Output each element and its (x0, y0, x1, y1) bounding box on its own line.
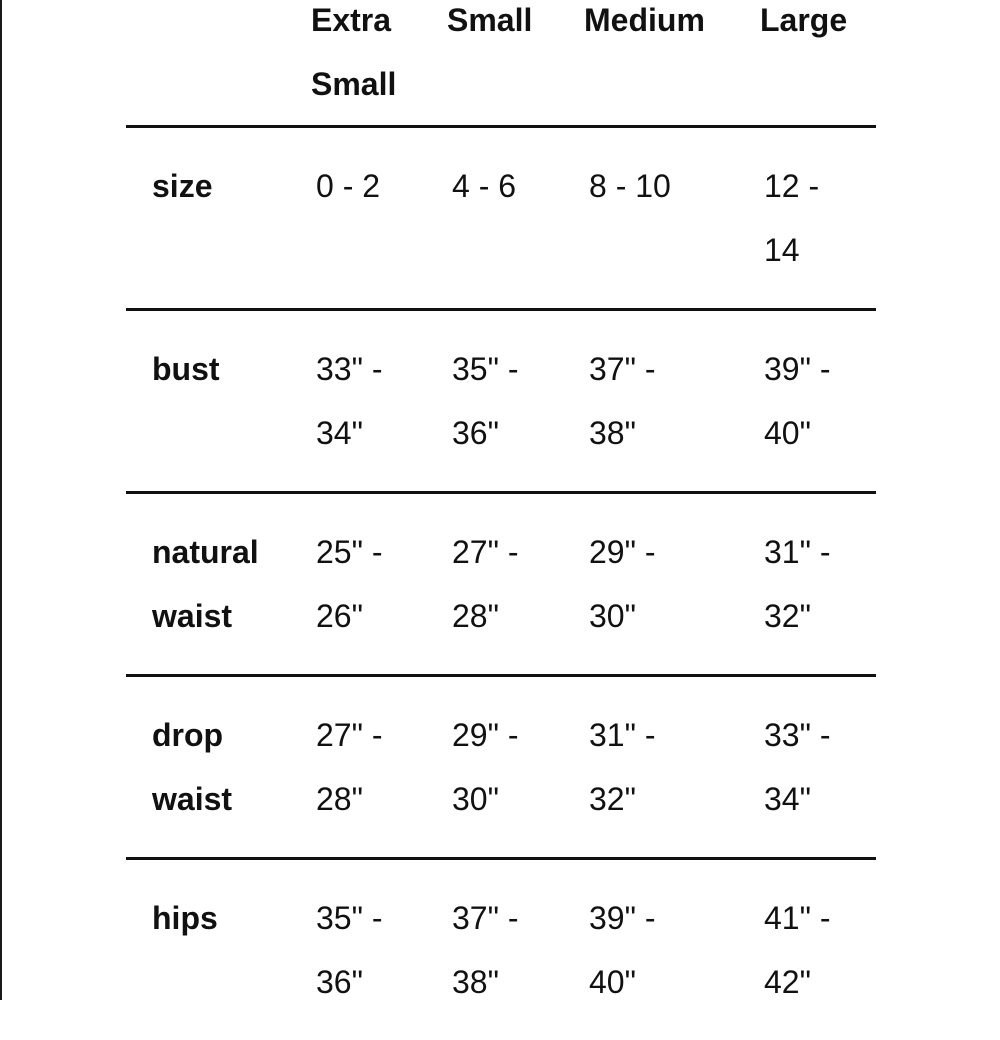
table-row-bust (126, 308, 876, 491)
table-row-hips (126, 857, 876, 1040)
header-medium: Medium (584, 2, 705, 38)
table-cell: 35" - 36" (452, 351, 519, 451)
table-cell: 37" - 38" (452, 900, 519, 1000)
left-border-line (0, 0, 2, 1000)
header-row (126, 0, 876, 125)
row-label: natural waist (152, 534, 259, 634)
table-cell: 41" - 42" (764, 900, 831, 1000)
table-cell: 4 - 6 (452, 168, 517, 204)
row-label: bust (152, 351, 220, 387)
size-chart-table (126, 0, 876, 1040)
table-row-drop-waist (126, 674, 876, 857)
table-cell: 25" - 26" (316, 534, 383, 634)
table-cell: 31" - 32" (764, 534, 831, 634)
table-row-natural-waist (126, 491, 876, 674)
header-small: Small (447, 2, 533, 38)
table-cell: 33" - 34" (764, 717, 831, 817)
row-label: size (152, 168, 213, 204)
row-label: drop waist (152, 717, 233, 817)
table-cell: 27" - 28" (452, 534, 519, 634)
table-cell: 8 - 10 (589, 168, 671, 204)
table-cell: 29" - 30" (589, 534, 656, 634)
table-cell: 39" - 40" (589, 900, 656, 1000)
table-cell: 29" - 30" (452, 717, 519, 817)
row-label: hips (152, 900, 218, 936)
table-cell: 39" - 40" (764, 351, 831, 451)
table-cell: 31" - 32" (589, 717, 656, 817)
table-cell: 0 - 2 (316, 168, 381, 204)
table-cell: 33" - 34" (316, 351, 383, 451)
table-cell: 27" - 28" (316, 717, 383, 817)
table-cell: 12 - 14 (764, 168, 820, 268)
header-extra-small: Extra Small (311, 2, 397, 102)
header-large: Large (760, 2, 848, 38)
table-cell: 35" - 36" (316, 900, 383, 1000)
table-row-size (126, 125, 876, 308)
table-cell: 37" - 38" (589, 351, 656, 451)
